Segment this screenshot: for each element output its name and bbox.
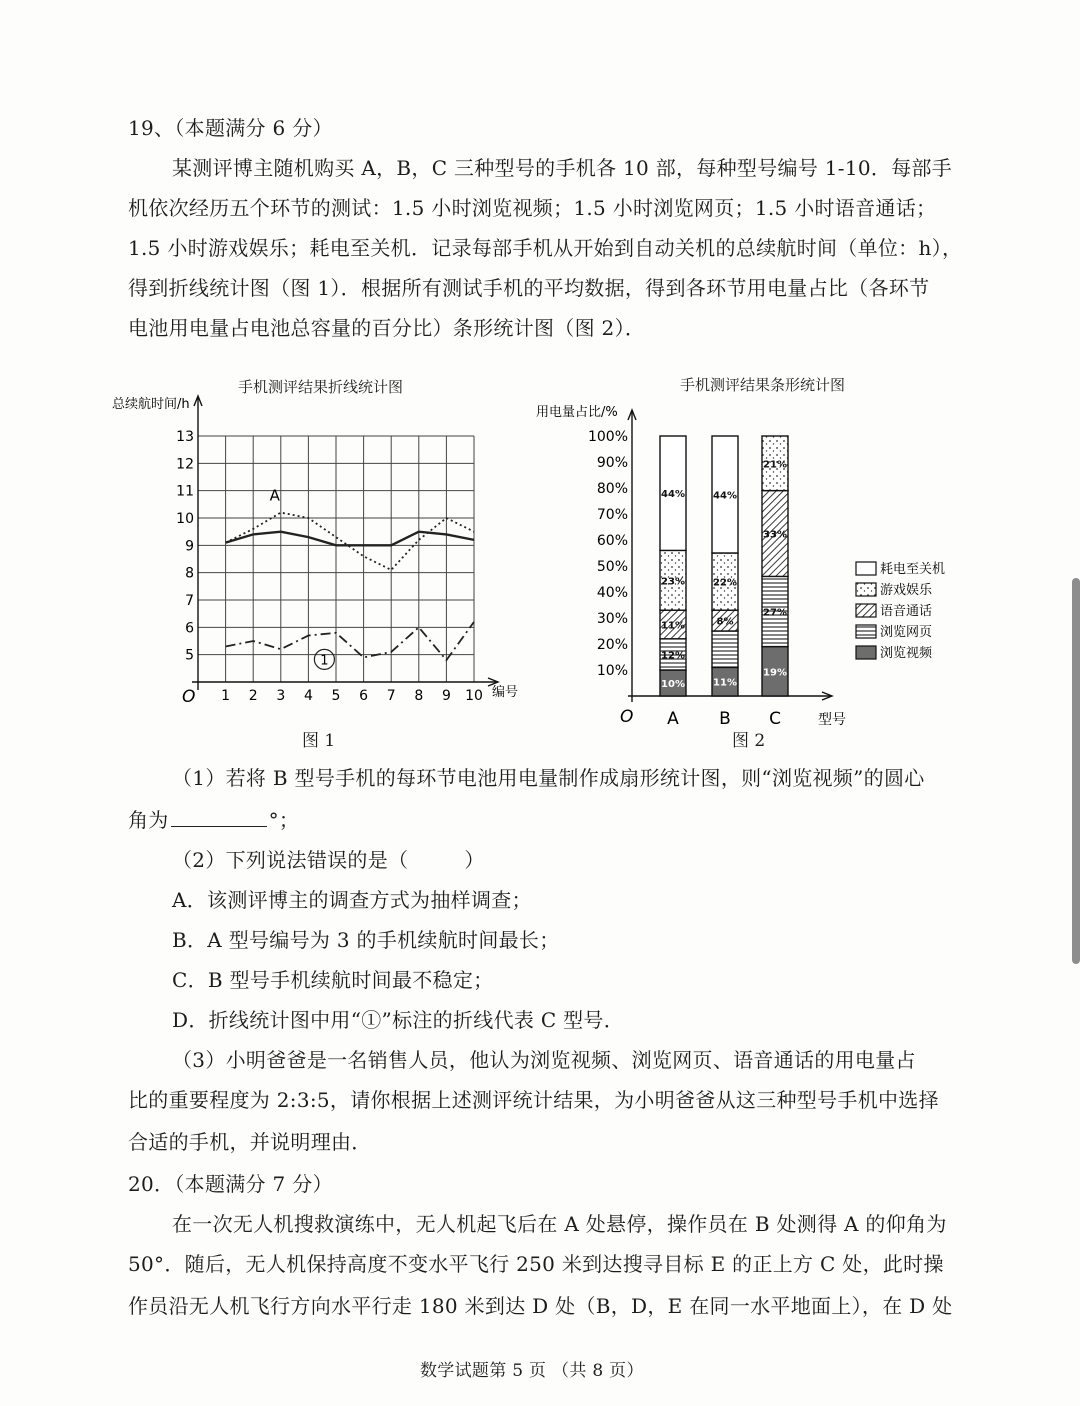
y-tick-label: 13 [176, 429, 194, 445]
y-tick-label: 8 [185, 565, 194, 582]
q19-sub1-post: °； [268, 808, 300, 832]
x-tick-label: B [719, 709, 731, 729]
data-label: 22% [713, 577, 737, 589]
x-tick-label: 3 [276, 688, 286, 704]
series-line [226, 513, 474, 570]
stacked-bar-chart [530, 390, 970, 730]
x-tick-label: 5 [331, 688, 341, 704]
legend-label: 耗电至关机 [880, 562, 946, 577]
x-tick-label: C [769, 709, 781, 729]
q19-sub2-post: ） [464, 848, 485, 872]
x-tick-label: 6 [359, 688, 369, 704]
y-tick-label: 6 [185, 620, 194, 637]
fig1-title: 手机测评结果折线统计图 [238, 378, 404, 396]
q19-sub1-line2 [128, 804, 299, 833]
origin-label: O [182, 687, 196, 707]
y-tick-label: 5 [185, 647, 194, 664]
q19-intro-5: 电池用电量占电池总容量的百分比）条形统计图（图 2）． [128, 316, 646, 340]
fig2-caption: 图 2 [732, 731, 766, 751]
q19-intro-4: 得到折线统计图（图 1）．根据所有测试手机的平均数据，得到各环节用电量占比（各环节 [128, 276, 930, 300]
q19-sub1-line1: （1）若将 B 型号手机的每环节电池用电量制作成扇形统计图，则“浏览视频”的圆心 [172, 766, 925, 790]
y-tick-label: 80% [596, 481, 628, 497]
legend-label: 语音通话 [880, 604, 933, 619]
option-a: A．该测评博主的调查方式为抽样调查； [172, 888, 532, 912]
data-label: 12% [661, 650, 685, 662]
q19-sub3-line2: 比的重要程度为 2:3:5，请你根据上述测评统计结果，为小明爸爸从这三种型号手机中选择 [128, 1088, 939, 1112]
data-label: 44% [713, 490, 737, 502]
q19-intro-1: 某测评博主随机购买 A，B，C 三种型号的手机各 10 部，每种型号编号 1-10．每部手 [172, 156, 953, 180]
q20-header: 20．（本题满分 7 分） [128, 1172, 333, 1196]
series-line [226, 532, 474, 546]
y-tick-label: 20% [596, 637, 628, 653]
y-tick-label: 9 [185, 538, 194, 555]
y-tick-label: 50% [596, 559, 628, 575]
data-label: 23% [661, 576, 685, 588]
data-label: 11% [661, 620, 685, 632]
q19-sub2-pre: （2）下列说法错误的是（ [172, 848, 409, 872]
y-tick-label: 70% [596, 507, 628, 523]
fig1-caption: 图 1 [302, 731, 336, 751]
x-tick-label: 8 [414, 688, 424, 704]
option-d: D．折线统计图中用“①”标注的折线代表 C 型号． [172, 1008, 625, 1032]
y-tick-label: 40% [596, 585, 628, 601]
q20-line3: 作员沿无人机飞行方向水平行走 180 米到达 D 处（B，D，E 在同一水平地面上），在 D 处 [128, 1294, 953, 1318]
q19-intro-2: 机依次经历五个环节的测试：1.5 小时浏览视频；1.5 小时浏览网页；1.5 小时语音通话； [128, 196, 937, 220]
y-tick-label: 11 [176, 483, 194, 500]
q19-intro-3: 1.5 小时游戏娱乐；耗电至关机．记录每部手机从开始到自动关机的总续航时间（单位：h）， [128, 236, 963, 260]
legend-label: 游戏娱乐 [880, 583, 933, 598]
q20-line2: 50°．随后，无人机保持高度不变水平飞行 250 米到达搜寻目标 E 的正上方 C 处，此时操 [128, 1252, 944, 1276]
q20-line1: 在一次无人机搜救演练中，无人机起飞后在 A 处悬停，操作员在 B 处测得 A 的仰角为 [172, 1212, 947, 1236]
bar-segment [712, 631, 738, 667]
data-label: 44% [661, 489, 685, 501]
series-label: 1 [320, 653, 329, 669]
option-c: C．B 型号手机续航时间最不稳定； [172, 968, 494, 992]
data-label: 8% [716, 616, 734, 628]
option-b: B．A 型号编号为 3 的手机续航时间最长； [172, 928, 560, 952]
y-tick-label: 60% [596, 533, 628, 549]
x-axis-title: 编号 [492, 685, 519, 700]
data-label: 33% [763, 529, 787, 541]
y-tick-label: 12 [176, 456, 194, 473]
data-label: 10% [661, 679, 685, 690]
y-tick-label: 90% [596, 455, 628, 471]
q19-sub2-question [172, 844, 485, 873]
x-tick-label: 7 [386, 688, 396, 704]
line-chart [110, 392, 530, 722]
y-axis-title: 总续航时间/h [112, 397, 190, 412]
y-tick-label: 10% [596, 663, 628, 679]
data-label: 19% [763, 667, 787, 679]
q19-header: 19、（本题满分 6 分） [128, 116, 333, 140]
data-label: 11% [713, 677, 737, 689]
legend-swatch [856, 625, 876, 638]
data-label: 21% [763, 459, 787, 471]
y-tick-label: 10 [176, 511, 194, 527]
x-tick-label: 9 [441, 688, 451, 704]
origin-label: O [620, 707, 634, 727]
q19-sub3-line1: （3）小明爸爸是一名销售人员，他认为浏览视频、浏览网页、语音通话的用电量占 [172, 1048, 916, 1072]
series-label: A [269, 486, 280, 505]
y-axis-title: 用电量占比/% [536, 405, 618, 420]
answer-blank [171, 808, 267, 827]
y-tick-label: 30% [596, 611, 628, 627]
legend-label: 浏览网页 [880, 625, 933, 640]
x-tick-label: A [667, 709, 679, 729]
fig2-title: 手机测评结果条形统计图 [680, 376, 846, 394]
x-tick-label: 4 [303, 688, 313, 704]
x-axis-title: 型号 [818, 712, 846, 728]
legend-label: 浏览视频 [880, 646, 933, 661]
legend-swatch [856, 562, 876, 575]
y-tick-label: 100% [587, 429, 628, 445]
x-tick-label: 10 [465, 688, 483, 704]
data-label: 27% [763, 607, 787, 619]
q19-sub3-line3: 合适的手机，并说明理由． [128, 1130, 372, 1154]
legend-swatch [856, 583, 876, 596]
scrollbar[interactable] [1072, 578, 1080, 964]
q19-sub1-pre: 角为 [128, 808, 169, 832]
legend-swatch [856, 604, 876, 617]
legend-swatch [856, 646, 876, 659]
x-tick-label: 2 [248, 688, 258, 704]
y-tick-label: 7 [185, 593, 194, 609]
x-tick-label: 1 [221, 688, 231, 704]
page-footer: 数学试题第 5 页 （共 8 页） [420, 1361, 644, 1381]
